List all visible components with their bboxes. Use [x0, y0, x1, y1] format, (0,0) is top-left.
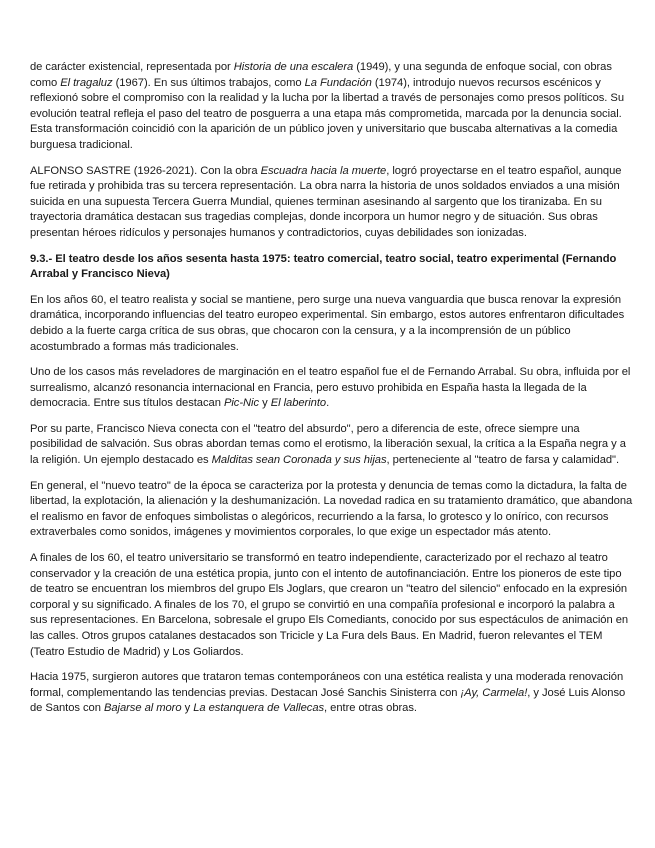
text-run: , entre otras obras. — [324, 702, 417, 715]
text-run: , y José Luis Alonso de Santos con — [30, 686, 626, 715]
text-run: (1949), y una segunda de enfoque social, con obras como — [30, 61, 612, 89]
text-run: de carácter existencial, representada por — [30, 61, 234, 73]
paragraph-nuevo-teatro — [30, 479, 633, 541]
paragraph-hacia-1975 — [30, 670, 633, 717]
work-title: El tragaluz — [60, 76, 113, 89]
text-run: Uno de los casos más reveladores de marginación en el teatro español fue el de Fernando Arrabal. Su obra, influida por el surrealismo, alcanzó resonancia internacional en Francia, pero estuvo prohibida en España hasta la llegada de la democracia. Entre sus títulos destacan — [30, 366, 631, 410]
work-title: Bajarse al moro — [103, 702, 182, 715]
work-title: Historia de una escalera — [233, 61, 354, 73]
text-run: ALFONSO SASTRE (1926-2021). Con la obra — [30, 164, 261, 177]
text-run: y — [259, 397, 271, 410]
text-run: , logró proyectarse en el teatro español, aunque fue retirada y prohibida tras su tercera representación. La obra narra la historia de unos soldados enviados a una misión suicida en una supuesta Tercera Guerra Mundial, quienes terminan asesinando al sargento que los tiranizaba. En su trayectoria dramática destacan sus tragedias complejas, donde incorpora un humor negro y de situación. Sus obras presentan héroes ridículos y personajes humanos y contradictorios, cuyas debilidades son ionizadas. — [30, 164, 622, 239]
text-run: Por su parte, Francisco Nieva conecta con el "teatro del absurdo", pero a diferencia de este, ofrece siempre una posibilidad de salvación. Sus obras abordan temas como el erotismo, la liberación sexual, la crítica a la España negra y a la religión. Un ejemplo destacado es — [30, 422, 626, 467]
paragraph-buero-vallejo-continuation — [30, 60, 633, 154]
text-run: Hacia 1975, surgieron autores que trataron temas contemporáneos con una estética realista y una moderada renovación formal, complementando las tendencias previas. Destacan José Sanchis Sinisterra con — [30, 671, 624, 699]
heading-text: 9.3.- El teatro desde los años sesenta hasta 1975: teatro comercial, teatro social, teatro experimental (Fernando Arrabal y Francisco Nieva) — [30, 252, 617, 281]
paragraph-anos-60 — [30, 293, 633, 355]
text-run: (1974), introdujo nuevos recursos escénicos y reflexionó sobre el compromiso con la realidad y la lucha por la libertad a través de personajes como presos políticos. Su evolución teatral refleja el paso del teatro de posguerra a una etapa más comprometida, marcada por la denuncia social. Esta transformación coincidió con la aparición de un público joven y universitario que buscaba alternativas a la comedia burguesa tradicional. — [30, 76, 624, 151]
text-run: . — [326, 397, 330, 410]
work-title: Pic-Nic — [223, 397, 260, 410]
paragraph-nieva — [30, 422, 633, 469]
text-run: A finales de los 60, el teatro universitario se transformó en teatro independiente, caracterizado por el rechazo al teatro conservador y la creación de una estética propia, junto con el intento de autofinanciación. Entre los pioneros de este tipo de teatro se encuentran los miembros del grupo Els Joglars, que crearon un "teatro del silencio" enfocado en la expresión corporal y su significado. A finales de los 70, el grupo se convirtió en una compañía profesional e incorporó la palabra a sus representaciones. En Barcelona, sobresale el grupo Els Comediants, conocido por sus espectáculos de animación en las calles. Otros grupos catalanes destacados son Tricicle y La Fura dels Baus. En Madrid, fueron relevantes el TEM (Teatro Estudio de Madrid) y Los Goliardos. — [30, 552, 629, 658]
text-run: , perteneciente al "teatro de farsa y calamidad". — [386, 454, 620, 467]
text-run: En general, el "nuevo teatro" de la época se caracteriza por la protesta y denuncia de temas como la dictadura, la falta de libertad, la explotación, la alienación y la deshumanización. La novedad radica en su tratamiento dramático, que abandona el realismo en favor de enfoques simbolistas o alegóricos, recurriendo a la farsa, lo grotesco y lo onírico, con recursos extraverbales como sonidos, imágenes y movimientos corporales, lo que exige un espectador más atento. — [30, 479, 633, 539]
work-title: El laberinto — [270, 397, 327, 410]
text-run: En los años 60, el teatro realista y social se mantiene, pero surge una nueva vanguardia que busca renovar la expresión dramática, incorporando influencias del teatro europeo experimental. Sin embargo, estos autores enfrentaron dificultades debido a la fuerte carga crítica de sus obras, que chocaron con la censura, y a la incomprensión de un público acostumbrado a formas más tradicionales. — [30, 293, 625, 353]
section-heading-9-3 — [30, 252, 633, 283]
work-title: La Fundación — [304, 76, 372, 89]
work-title: Malditas sean Coronada y sus hijas — [211, 454, 387, 467]
paragraph-teatro-independiente — [30, 551, 633, 660]
text-run: (1967). En sus últimos trabajos, como — [112, 76, 305, 89]
work-title: ¡Ay, Carmela! — [460, 686, 528, 699]
text-run: y — [181, 702, 194, 715]
paragraph-alfonso-sastre — [30, 164, 633, 242]
work-title: Escuadra hacia la muerte — [260, 164, 387, 177]
work-title: La estanquera de Vallecas — [193, 702, 325, 715]
paragraph-arrabal — [30, 365, 633, 412]
